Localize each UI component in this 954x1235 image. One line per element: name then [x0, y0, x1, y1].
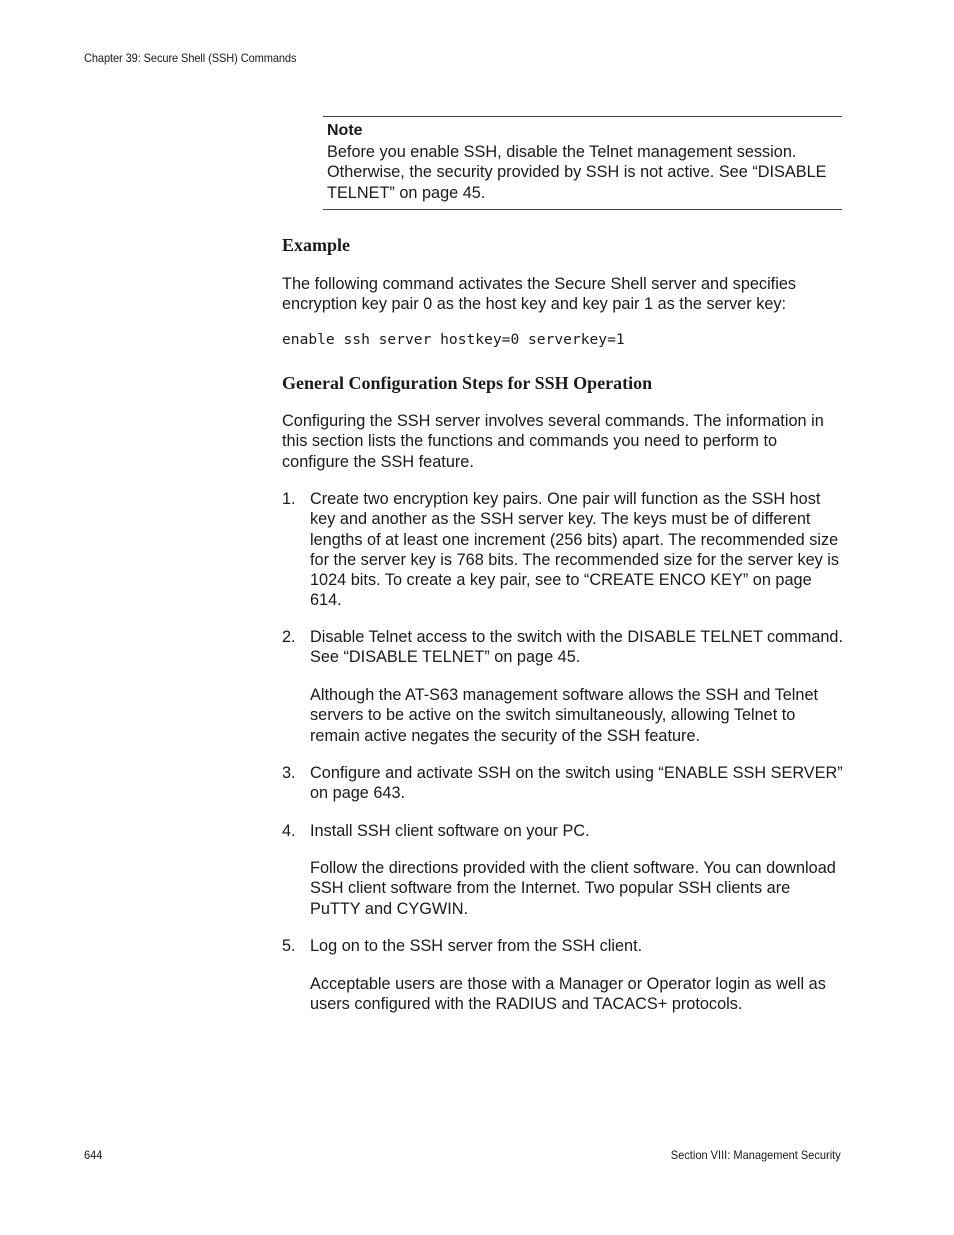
step-text: Log on to the SSH server from the SSH client. — [310, 937, 643, 955]
step-number: 1. — [282, 490, 296, 508]
step-number: 2. — [282, 628, 296, 646]
command-example: enable ssh server hostkey=0 serverkey=1 — [282, 331, 625, 348]
note-title: Note — [327, 122, 363, 139]
step-text: Disable Telnet access to the switch with the DISABLE TELNET command. See “DISABLE TELNET” on page 45. — [310, 628, 844, 667]
general-heading: General Configuration Steps for SSH Operation — [282, 373, 653, 393]
step-text: Install SSH client software on your PC. — [310, 822, 590, 840]
note-text: Before you enable SSH, disable the Telnet management session. Otherwise, the security provided by SSH is not active. See “DISABLE TELNET” on page 45. — [327, 143, 827, 202]
footer-section-title: Section VIII: Management Security — [671, 1148, 841, 1162]
step-text: Configure and activate SSH on the switch using “ENABLE SSH SERVER” on page 643. — [310, 764, 843, 803]
step-text: Create two encryption key pairs. One pair will function as the SSH host key and another as the SSH server key. The keys must be of different lengths of at least one increment (256 bits) apart. The recommended size for the server key is 768 bits. The recommended size for the server key is 1024 bits. To create a key pair, see to “CREATE ENCO KEY” on page 614. — [310, 490, 840, 610]
step-extra-text: Follow the directions provided with the client software. You can download SSH client software from the Internet. Two popular SSH clients are PuTTY and CYGWIN. — [310, 859, 836, 918]
general-intro: Configuring the SSH server involves several commands. The information in this section lists the functions and commands you need to perform to configure the SSH feature. — [282, 412, 824, 471]
step-extra-text: Although the AT-S63 management software allows the SSH and Telnet servers to be active on the switch simultaneously, allowing Telnet to remain active negates the security of the SSH feature. — [310, 686, 819, 745]
note-box — [323, 116, 842, 210]
page-number: 644 — [84, 1148, 103, 1162]
step-number: 4. — [282, 822, 296, 840]
step-number: 5. — [282, 937, 296, 955]
example-heading: Example — [282, 235, 351, 255]
step-number: 3. — [282, 764, 296, 782]
running-header: Chapter 39: Secure Shell (SSH) Commands — [84, 51, 297, 65]
step-extra-text: Acceptable users are those with a Manager or Operator login as well as users configured with the RADIUS and TACACS+ protocols. — [310, 975, 826, 1014]
example-intro: The following command activates the Secure Shell server and specifies encryption key pair 0 as the host key and key pair 1 as the server key: — [282, 275, 797, 314]
